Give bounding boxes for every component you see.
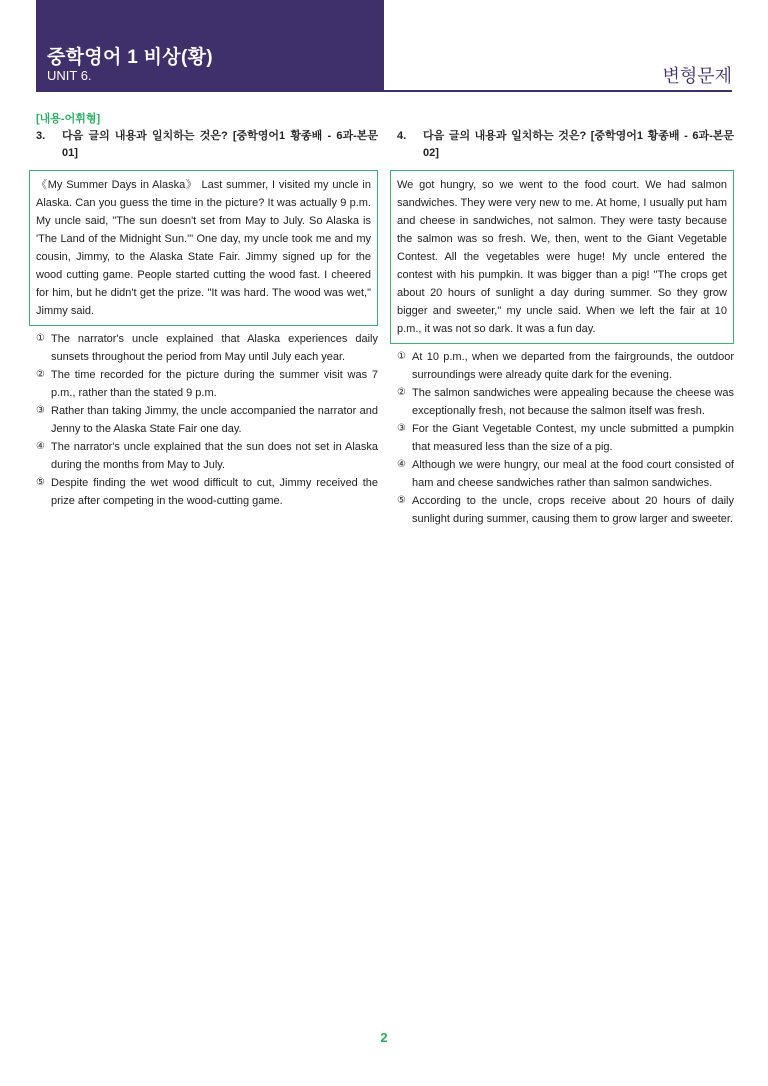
section-label: 변형문제: [662, 66, 732, 86]
option-item[interactable]: [36, 330, 378, 366]
option-text: Although we were hungry, our meal at the food court consisted of ham and cheese sandwiches rather than salmon sandwiches.: [412, 459, 734, 489]
question-number: 3.: [36, 130, 46, 142]
question-4-column: [397, 110, 734, 528]
unit-label: UNIT 6.: [47, 68, 92, 83]
option-number: ①: [36, 333, 45, 344]
option-text: According to the uncle, crops receive about 20 hours of daily sunlight during summer, causing them to grow larger and sweeter.: [412, 495, 734, 525]
option-text: Rather than taking Jimmy, the uncle accompanied the narrator and Jenny to the Alaska State Fair one day.: [51, 405, 378, 435]
question-3-header: [36, 128, 378, 162]
option-text: The narrator's uncle explained that the sun does not set in Alaska during the months from May to July.: [51, 441, 378, 471]
option-text: At 10 p.m., when we departed from the fairgrounds, the outdoor surroundings were already quite dark for the evening.: [412, 351, 734, 381]
option-number: ④: [36, 441, 45, 452]
option-item[interactable]: [36, 438, 378, 474]
option-number: ②: [397, 387, 406, 398]
question-text: 다음 글의 내용과 일치하는 것은? [중학영어1 황종배 - 6과-본문 02]: [423, 130, 734, 159]
page-number: 2: [380, 1030, 388, 1045]
option-text: Despite finding the wet wood difficult to cut, Jimmy received the prize after competing in the wood-cutting game.: [51, 477, 378, 507]
question-3-column: [36, 110, 378, 510]
option-item[interactable]: [397, 456, 734, 492]
option-number: ③: [397, 423, 406, 434]
page-title: 중학영어 1 비상(황): [47, 47, 213, 68]
question-4-header: [397, 128, 734, 162]
question-text: 다음 글의 내용과 일치하는 것은? [중학영어1 황종배 - 6과-본문 01]: [62, 130, 378, 159]
option-number: ①: [397, 351, 406, 362]
option-item[interactable]: [36, 474, 378, 510]
option-text: For the Giant Vegetable Contest, my uncle submitted a pumpkin that measured less than the size of a pig.: [412, 423, 734, 453]
option-text: The salmon sandwiches were appealing because the cheese was exceptionally fresh, not because the salmon itself was fresh.: [412, 387, 734, 417]
option-number: ⑤: [36, 477, 45, 488]
passage-box: 《My Summer Days in Alaska》 Last summer, I visited my uncle in Alaska. Can you guess the time in the picture? It was actually 9 p.m. My uncle said, "The sun doesn't set from May to July. So Alaska is 'The Land of the Midnight Sun.'" One day, my uncle took me and my cousin, Jimmy, to the Alaska State Fair. Jimmy signed up for the wood cutting game. People started cutting the wood fast. I cheered for him, but he didn't get the prize. "It was hard. The wood was wet," Jimmy said.: [29, 170, 378, 326]
options-list: [36, 330, 378, 510]
option-item[interactable]: [397, 492, 734, 528]
option-text: The time recorded for the picture during the summer visit was 7 p.m., rather than the stated 9 p.m.: [51, 369, 378, 399]
option-number: ③: [36, 405, 45, 416]
option-number: ②: [36, 369, 45, 380]
question-number: 4.: [397, 130, 407, 142]
option-item[interactable]: [36, 402, 378, 438]
header-divider: [384, 90, 732, 92]
option-number: ④: [397, 459, 406, 470]
passage-box: We got hungry, so we went to the food court. We had salmon sandwiches. They were very new to me. At home, I usually put ham and cheese in sandwiches, not salmon. They were tasty because the salmon was so fresh. We, then, went to the Giant Vegetable Contest. All the vegetables were huge! My uncle entered the contest with his pumpkin. It was bigger than a pig! "The crops get about 20 hours of sunlight a day during summer. So they grow bigger and sweeter," my uncle said. When we left the fair at 10 p.m., it was not so dark. It was a fun day.: [390, 170, 734, 344]
options-list: [397, 348, 734, 528]
option-number: ⑤: [397, 495, 406, 506]
option-item[interactable]: [397, 348, 734, 384]
header-banner: [36, 0, 384, 92]
category-spacer: [397, 110, 734, 124]
option-text: The narrator's uncle explained that Alaska experiences daily sunsets throughout the period from May until July each year.: [51, 333, 378, 363]
category-label: [내용-어휘형]: [36, 113, 101, 125]
option-item[interactable]: [36, 366, 378, 402]
option-item[interactable]: [397, 420, 734, 456]
option-item[interactable]: [397, 384, 734, 420]
